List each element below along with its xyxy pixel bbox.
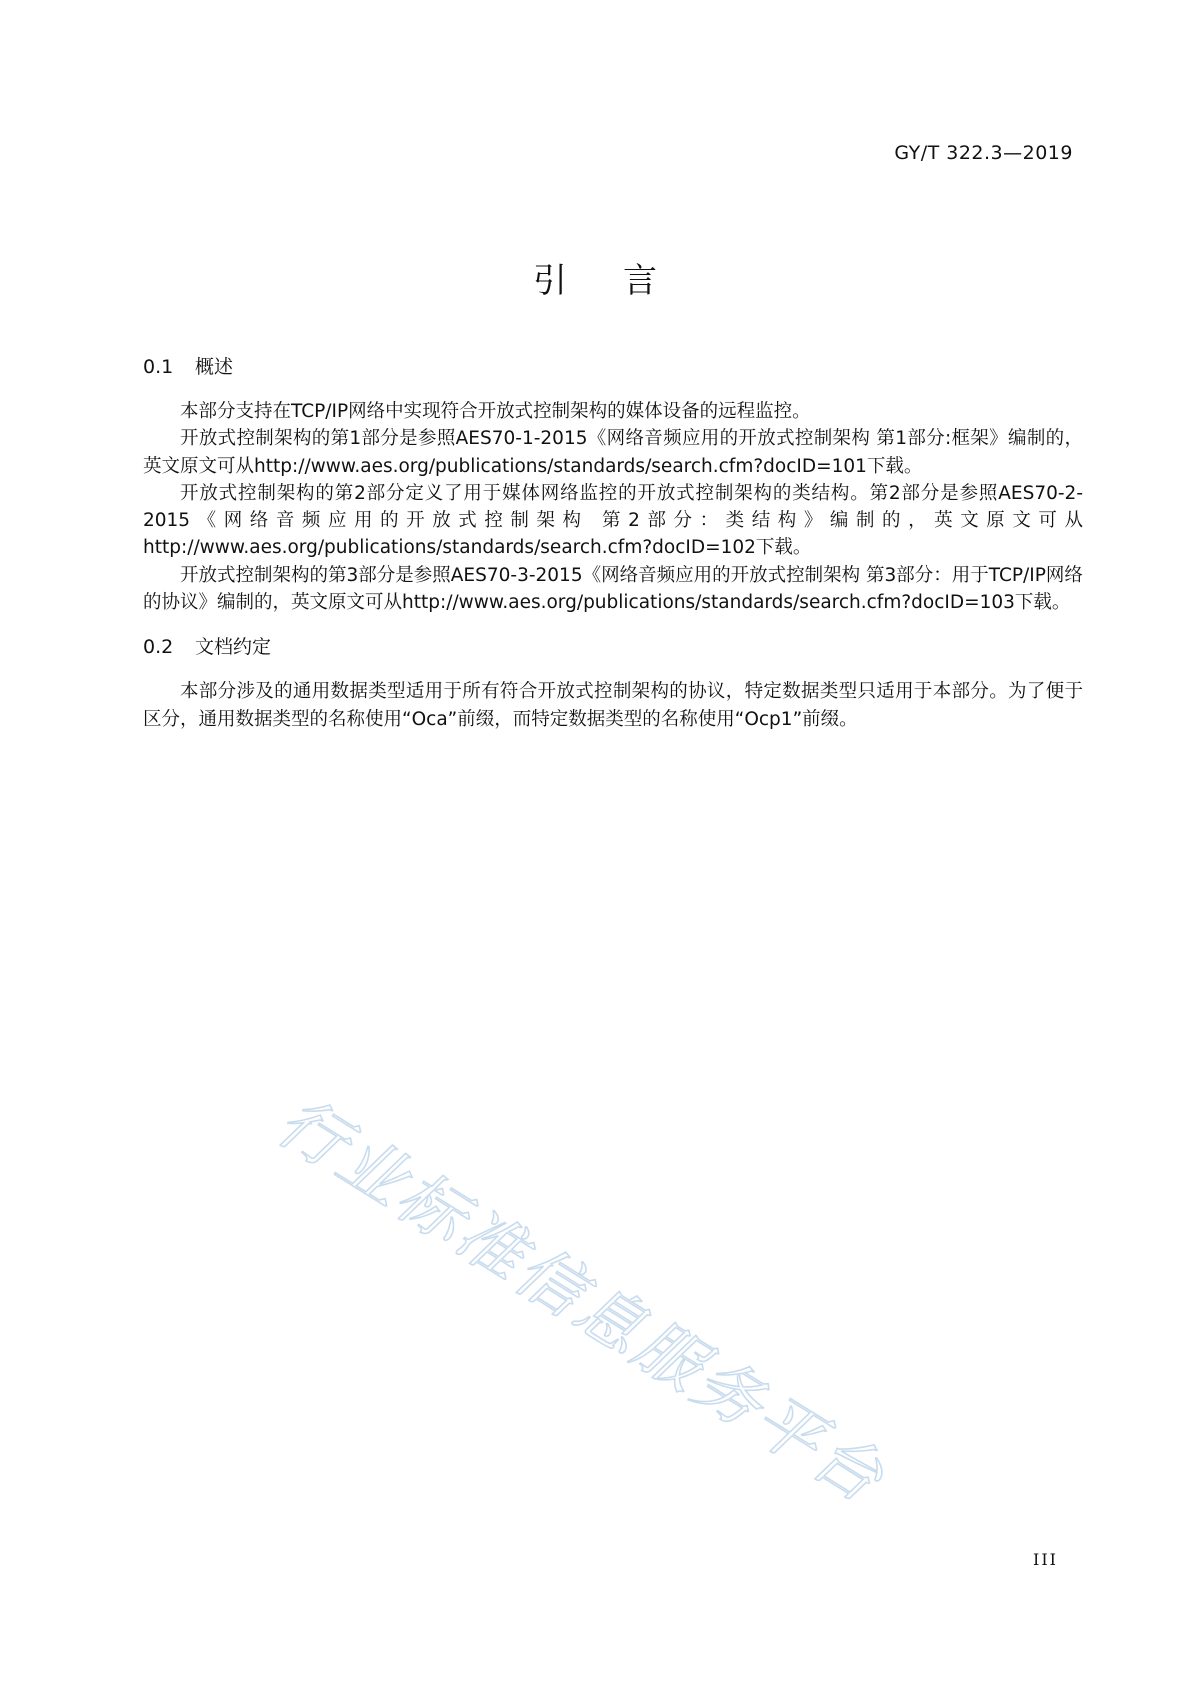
paragraph: 本部分支持在TCP/IP网络中实现符合开放式控制架构的媒体设备的远程监控。	[180, 401, 811, 422]
paragraph: 本部分涉及的通用数据类型适用于所有符合开放式控制架构的协议，特定数据类型只适用于本部分。为了便于区分，通用数据类型的名称使用“Oca”前缀，而特定数据类型的名称使用“Ocp1”前缀。	[143, 681, 1083, 730]
section-number: 0.1	[143, 356, 174, 378]
section-heading-document-conventions	[143, 632, 1083, 662]
watermark-graphic	[262, 1075, 920, 1533]
section-title: 文档约定	[195, 636, 272, 659]
standard-code: GY/T 322.3—2019	[894, 142, 1073, 164]
section-title: 概述	[195, 356, 234, 378]
watermark-text: 行业标准信息服务平台	[264, 1082, 899, 1519]
paragraph: 开放式控制架构的第3部分是参照AES70-3-2015《网络音频应用的开放式控制架构 第3部分：用于TCP/IP网络的协议》编制的，英文原文可从http://www.aes.org/publications/standards/search.cfm?docID=103下载。	[143, 564, 1083, 614]
page-number: III	[1033, 1550, 1058, 1569]
section-conventions-paragraphs	[143, 678, 1083, 733]
watermark	[262, 1075, 920, 1533]
page-title: 引言	[533, 261, 713, 301]
paragraph: 开放式控制架构的第2部分定义了用于媒体网络监控的开放式控制架构的类结构。第2部分是参照AES70-2-2015《网络音频应用的开放式控制架构 第2部分：类结构》编制的，英文原文可从http://www.aes.org/publications/standards/search.cfm?docID=102下载。	[143, 482, 1083, 559]
section-number: 0.2	[143, 636, 174, 659]
paragraph: 开放式控制架构的第1部分是参照AES70-1-2015《网络音频应用的开放式控制架构 第1部分:框架》编制的，英文原文可从http://www.aes.org/publications/standards/search.cfm?docID=101下载。	[143, 428, 1083, 477]
section-overview-paragraphs	[143, 398, 1083, 616]
document-body	[143, 352, 1083, 733]
section-heading-overview	[143, 352, 1083, 382]
